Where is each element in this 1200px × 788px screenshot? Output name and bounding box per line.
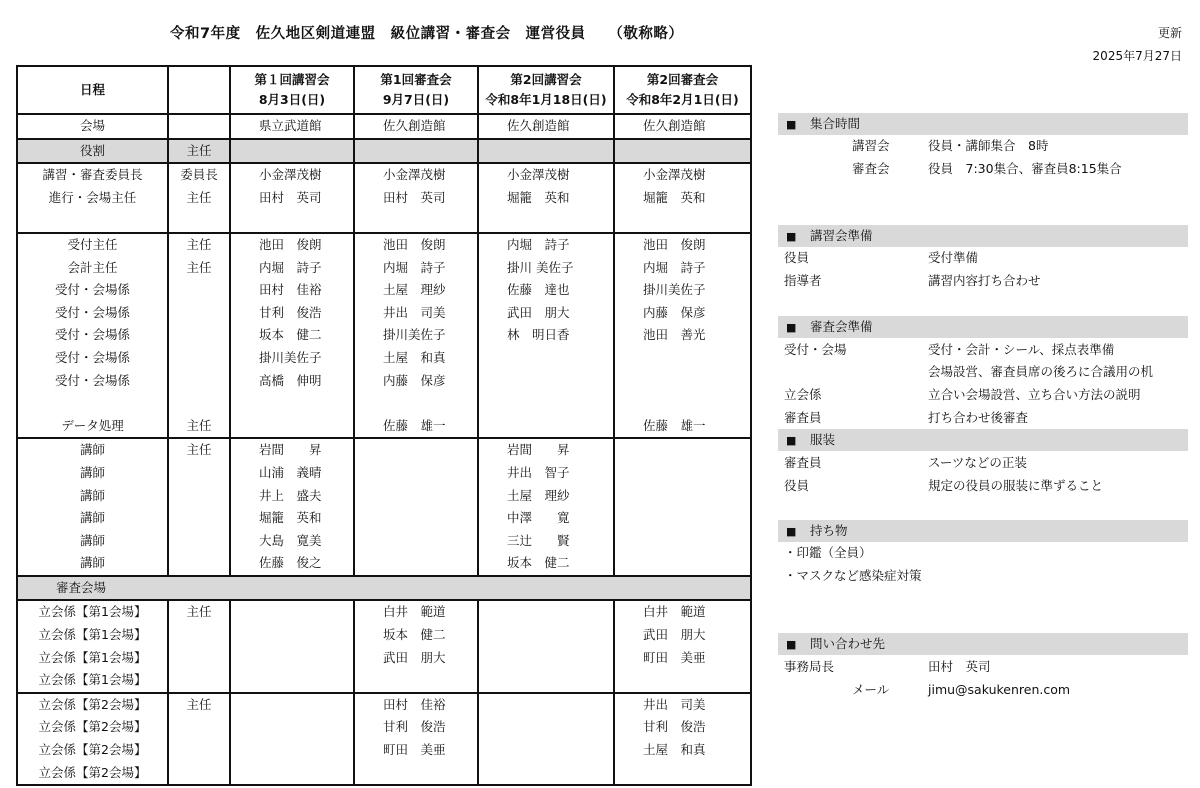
table-cell-role [17,392,168,415]
table-cell [354,139,478,164]
table-cell: 中澤 寛 [478,507,614,530]
table-cell [230,139,354,164]
table-cell-role: 立会係【第2会場】 [17,739,168,762]
table-cell [614,530,751,553]
table-cell [230,415,354,439]
table-cell-role: 受付主任 [17,233,168,257]
table-cell [168,209,230,233]
header-cell-lecture-2: 第2回講習会 令和8年1月18日(日) [478,66,614,114]
table-cell [230,600,354,624]
table-cell-role: 受付・会場係 [17,302,168,325]
table-row [17,624,751,647]
table-cell [354,762,478,786]
table-cell: 岩間 昇 [230,438,354,462]
table-cell: 内堀 詩子 [354,257,478,280]
table-cell-role: 会計主任 [17,257,168,280]
table-cell-role: 役割 [17,139,168,164]
table-cell [168,669,230,693]
table-cell [478,209,614,233]
table-cell [354,669,478,693]
table-cell [168,114,230,139]
table-cell [168,324,230,347]
table-cell [478,347,614,370]
table-cell: 田村 佳裕 [230,279,354,302]
table-row [17,187,751,210]
table-cell: 掛川美佐子 [614,279,751,302]
table-row [17,209,751,233]
table-cell [354,530,478,553]
table-cell: 堀籠 英和 [478,187,614,210]
table-cell: 小金澤茂樹 [478,163,614,187]
table-cell-role [17,209,168,233]
table-cell: 甘利 俊浩 [354,716,478,739]
table-cell-role: 立会係【第2会場】 [17,762,168,786]
table-cell [478,762,614,786]
section-contact-header: ■ 問い合わせ先 [778,633,1188,655]
table-cell [614,462,751,485]
table-cell: 武田 朋大 [478,302,614,325]
table-cell [230,739,354,762]
table-cell: 佐藤 雄一 [354,415,478,439]
table-row [17,163,751,187]
table-cell: 掛川 美佐子 [478,257,614,280]
header-cell-role [168,66,230,114]
table-cell [478,139,614,164]
table-cell: 佐久創造館 [354,114,478,139]
table-cell: 掛川美佐子 [230,347,354,370]
schedule-table [16,65,752,786]
table-cell [168,347,230,370]
table-row [17,485,751,508]
table-cell: 佐久創造館 [614,114,751,139]
table-cell [230,647,354,670]
table-cell: 岩間 昇 [478,438,614,462]
table-cell: 佐藤 達也 [478,279,614,302]
table-cell: 武田 朋大 [614,624,751,647]
update-label: 更新 [1157,26,1182,40]
table-cell-role: 立会係【第1会場】 [17,669,168,693]
table-cell: 内堀 詩子 [614,257,751,280]
table-row [17,739,751,762]
table-row [17,279,751,302]
table-cell: 内藤 保彦 [354,370,478,393]
table-cell: 池田 善光 [614,324,751,347]
table-cell [230,762,354,786]
table-cell: 坂本 健二 [478,552,614,576]
table-cell-role: 講師 [17,552,168,576]
table-row [17,438,751,462]
table-cell: 佐藤 俊之 [230,552,354,576]
table-cell: 井出 司美 [354,302,478,325]
table-row [17,139,751,164]
table-cell [478,693,614,717]
table-cell: 主任 [168,438,230,462]
table-cell: 三辻 賢 [478,530,614,553]
table-cell-role: 受付・会場係 [17,279,168,302]
section-items-header: ■ 持ち物 [778,520,1188,542]
table-cell [354,485,478,508]
table-cell [168,762,230,786]
table-cell [478,669,614,693]
table-cell: 主任 [168,139,230,164]
table-cell: 土屋 和真 [354,347,478,370]
table-cell-role: 受付・会場係 [17,347,168,370]
table-row [17,693,751,717]
table-row [17,415,751,439]
section-lecture-prep-header: ■ 講習会準備 [778,225,1188,247]
table-cell [168,485,230,508]
table-row [17,576,751,601]
table-row [17,370,751,393]
table-cell: 小金澤茂樹 [230,163,354,187]
table-cell: 田村 英司 [354,187,478,210]
table-cell [478,739,614,762]
table-cell [354,507,478,530]
table-cell-role: 講師 [17,462,168,485]
table-cell [614,370,751,393]
table-row [17,530,751,553]
table-cell: 池田 俊朗 [230,233,354,257]
table-row [17,324,751,347]
section-dress-header: ■ 服装 [778,429,1188,451]
table-cell-role: 立会係【第2会場】 [17,716,168,739]
table-cell [354,209,478,233]
table-cell: 内堀 詩子 [478,233,614,257]
table-row [17,647,751,670]
section-title: 服装 [810,432,836,447]
table-cell: 町田 美亜 [614,647,751,670]
table-cell-role: データ処理 [17,415,168,439]
table-cell: 委員長 [168,163,230,187]
table-row [17,600,751,624]
table-cell: 甘利 俊浩 [614,716,751,739]
table-row [17,507,751,530]
table-cell [614,669,751,693]
table-cell: 井出 智子 [478,462,614,485]
table-cell: 林 明日香 [478,324,614,347]
table-row [17,552,751,576]
table-cell-role: 進行・会場主任 [17,187,168,210]
section-title: 持ち物 [810,523,848,538]
table-cell: 井出 司美 [614,693,751,717]
table-row [17,462,751,485]
table-cell: 主任 [168,600,230,624]
table-cell [168,647,230,670]
page-title: 令和7年度 佐久地区剣道連盟 級位講習・審査会 運営役員 （敬称略） [170,26,684,42]
table-cell [614,392,751,415]
section-exam-prep-header: ■ 審査会準備 [778,316,1188,338]
table-row [17,716,751,739]
table-cell: 掛川美佐子 [354,324,478,347]
table-cell: 田村 英司 [230,187,354,210]
header-cell-exam-1: 第1回審査会 9月7日(日) [354,66,478,114]
table-cell [168,507,230,530]
table-cell: 白井 範道 [614,600,751,624]
table-cell [614,485,751,508]
table-cell-role: 立会係【第2会場】 [17,693,168,717]
table-row [17,257,751,280]
table-cell: 町田 美亜 [354,739,478,762]
table-cell [354,438,478,462]
table-cell-role: 講師 [17,530,168,553]
table-cell: 山浦 義晴 [230,462,354,485]
table-cell: 土屋 理紗 [478,485,614,508]
section-title: 講習会準備 [810,228,873,243]
table-cell: 小金澤茂樹 [614,163,751,187]
table-cell [168,552,230,576]
table-cell [168,392,230,415]
table-cell [614,139,751,164]
table-cell [230,693,354,717]
table-cell [478,370,614,393]
table-cell: 大島 寛美 [230,530,354,553]
table-cell: 主任 [168,257,230,280]
table-cell: 佐藤 雄一 [614,415,751,439]
table-cell [230,624,354,647]
table-cell [168,530,230,553]
table-row [17,233,751,257]
table-cell [230,669,354,693]
table-cell: 堀籠 英和 [614,187,751,210]
table-cell [168,462,230,485]
table-cell: 内堀 詩子 [230,257,354,280]
table-cell [478,392,614,415]
table-cell-role: 会場 [17,114,168,139]
table-cell: 井上 盛夫 [230,485,354,508]
table-cell-role: 受付・会場係 [17,324,168,347]
header-cell-lecture-1: 第１回講習会 8月3日(日) [230,66,354,114]
table-cell [478,716,614,739]
table-cell [478,647,614,670]
table-cell [478,624,614,647]
table-cell [168,279,230,302]
table-cell: 白井 範道 [354,600,478,624]
table-row [17,114,751,139]
table-cell-role: 立会係【第1会場】 [17,600,168,624]
table-cell: 主任 [168,233,230,257]
table-cell [354,392,478,415]
section-title: 問い合わせ先 [810,636,886,651]
table-cell: 高橋 伸明 [230,370,354,393]
table-row [17,392,751,415]
table-cell: 主任 [168,187,230,210]
table-cell-role: 講師 [17,507,168,530]
table-cell: 小金澤茂樹 [354,163,478,187]
table-cell [478,600,614,624]
table-cell-role: 講師 [17,438,168,462]
table-cell [614,347,751,370]
table-cell: 武田 朋大 [354,647,478,670]
table-cell [614,762,751,786]
section-title: 審査会準備 [810,319,873,334]
table-cell [230,209,354,233]
table-cell: 池田 俊朗 [354,233,478,257]
header-cell-exam-2: 第2回審査会 令和8年2月1日(日) [614,66,751,114]
table-row [17,302,751,325]
email-link[interactable]: jimu@sakukenren.com [928,682,1071,697]
table-row [17,762,751,786]
table-cell [168,370,230,393]
table-cell-role: 立会係【第1会場】 [17,624,168,647]
table-cell-role: 受付・会場係 [17,370,168,393]
table-cell: 田村 佳裕 [354,693,478,717]
table-cell [354,552,478,576]
table-cell: 甘利 俊浩 [230,302,354,325]
table-cell-role: 講師 [17,485,168,508]
table-cell-role: 講習・審査委員長 [17,163,168,187]
table-cell: 池田 俊朗 [614,233,751,257]
table-cell: 土屋 理紗 [354,279,478,302]
table-cell-section: 審査会場 [17,576,751,601]
update-date: 2025年7月27日 [1092,49,1182,63]
table-cell [168,624,230,647]
table-cell: 土屋 和真 [614,739,751,762]
table-cell [168,716,230,739]
table-cell: 主任 [168,693,230,717]
table-cell [614,507,751,530]
table-cell [614,552,751,576]
table-row [17,347,751,370]
table-header-row [17,66,751,114]
table-cell [230,392,354,415]
table-cell: 佐久創造館 [478,114,614,139]
section-title: 集合時間 [810,116,861,131]
table-cell: 主任 [168,415,230,439]
table-cell [168,739,230,762]
table-cell [354,462,478,485]
table-cell: 県立武道館 [230,114,354,139]
table-cell [230,716,354,739]
table-cell [478,415,614,439]
table-cell: 坂本 健二 [354,624,478,647]
header-cell-schedule: 日程 [17,66,168,114]
table-cell: 堀籠 英和 [230,507,354,530]
section-gather-header: ■ 集合時間 [778,113,1188,135]
table-cell: 坂本 健二 [230,324,354,347]
table-cell-role: 立会係【第1会場】 [17,647,168,670]
table-cell [614,438,751,462]
table-row [17,669,751,693]
table-cell: 内藤 保彦 [614,302,751,325]
table-cell [614,209,751,233]
table-cell [168,302,230,325]
